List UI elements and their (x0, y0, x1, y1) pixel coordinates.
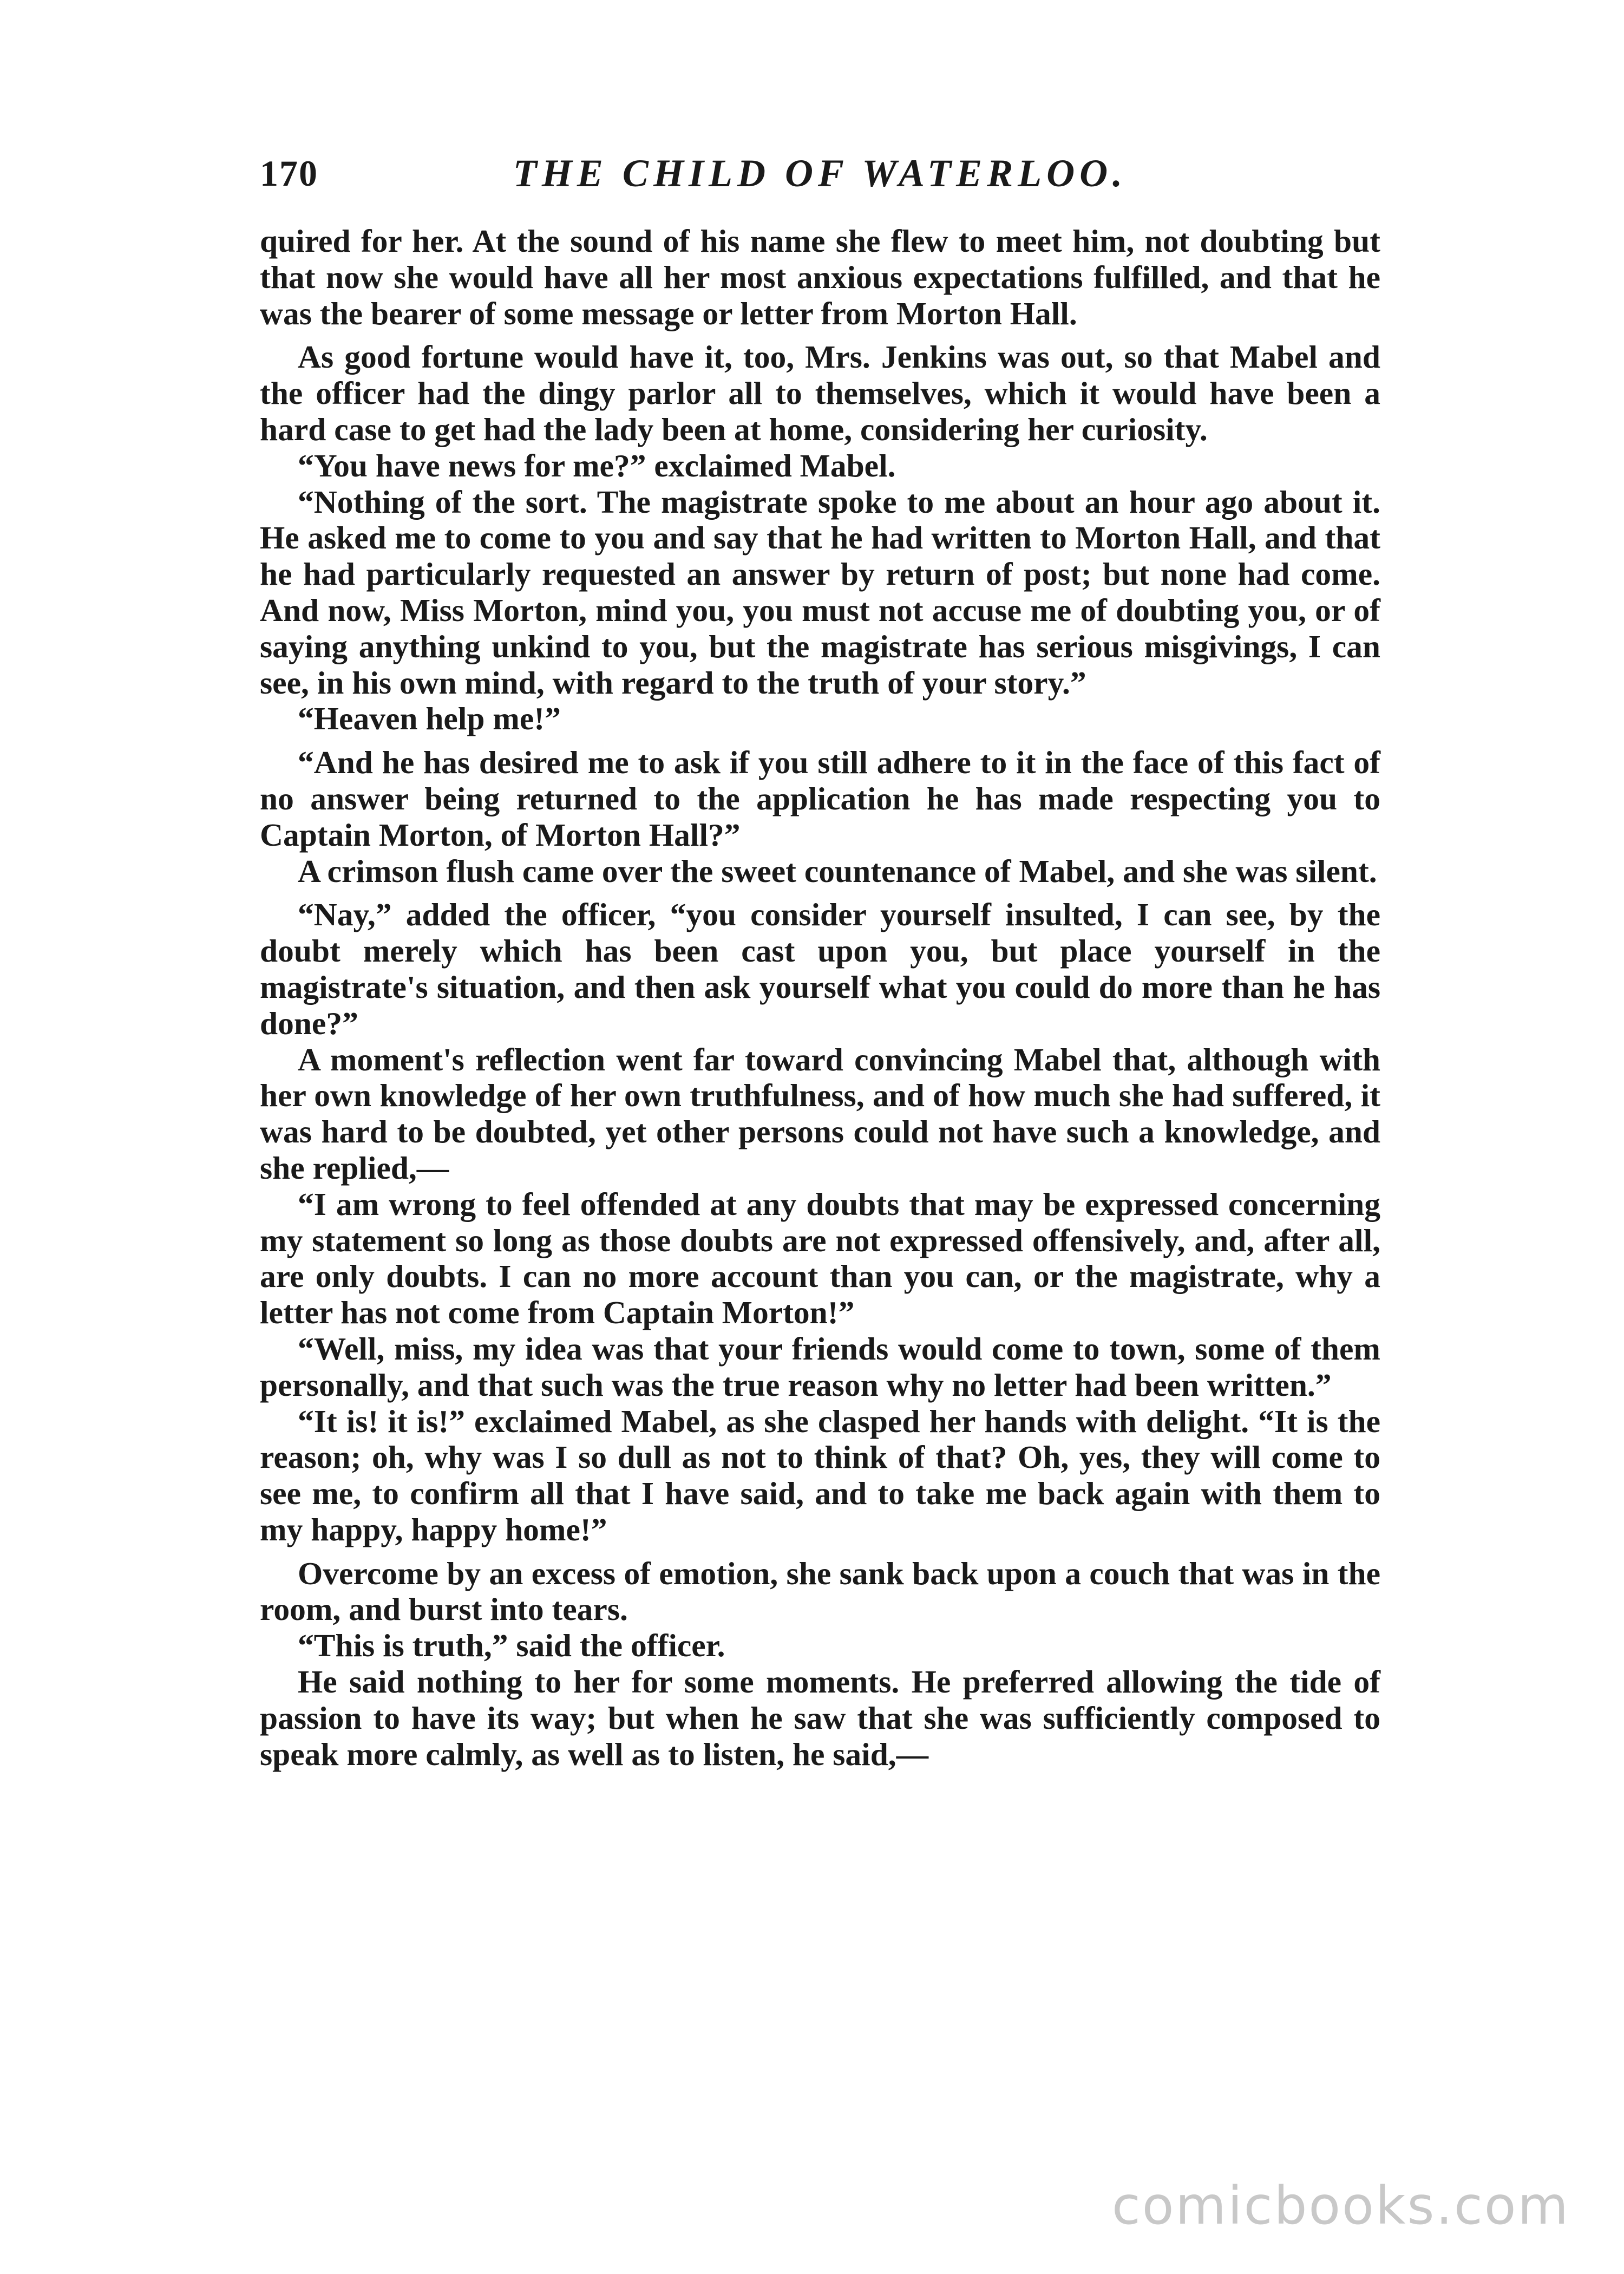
paragraph-9: A moment's reflection went far toward convincing Mabel that, although with her own knowledge of her own truthfulness, and of how much she had suffered, it was hard to be doubted, yet other persons could not have such a knowledge, and she replied,— (260, 1041, 1380, 1186)
paragraph-6: “And he has desired me to ask if you still adhere to it in the face of this fact of no answer being returned to the application he has made respecting you to Captain Morton, of Morton Hall?” (260, 744, 1380, 853)
paragraph-1: quired for her. At the sound of his name she flew to meet him, not doubting but that now she would have all her most anxious expectations fulfilled, and that he was the bearer of some message or letter from Morton Hall. (260, 223, 1380, 331)
paragraph-7: A crimson flush came over the sweet countenance of Mabel, and she was silent. (298, 853, 1377, 889)
paragraph-15: He said nothing to her for some moments. He preferred allowing the tide of passion to have its way; but when he saw that she was sufficiently composed to speak more calmly, as well as to listen, he said,— (260, 1664, 1380, 1772)
paragraph-12: “It is! it is!” exclaimed Mabel, as she clasped her hands with delight. “It is the reason; oh, why was I so dull as not to think of that? Oh, yes, they will come to see me, to confirm all that I have said, and to take me back again with them to my happy, happy home!” (260, 1403, 1380, 1547)
page-number: 170 (260, 153, 318, 194)
paragraph-3: “You have news for me?” exclaimed Mabel. (298, 447, 896, 483)
paragraph-10: “I am wrong to feel offended at any doubts that may be expressed concerning my statement so long as those doubts are not expressed offensively, and, after all, are only doubts. I can no more account than you can, or the magistrate, why a letter has not come from Captain Morton!” (260, 1186, 1380, 1331)
page-header (260, 149, 1380, 198)
body-text (260, 223, 1380, 1772)
paragraph-4: “Nothing of the sort. The magistrate spoke to me about an hour ago about it. He asked me to come to you and say that he had written to Morton Hall, and that he had particularly requested an answer by return of post; but none had come. And now, Miss Morton, mind you, you must not accuse me of doubting you, or of saying anything unkind to you, but the magistrate has serious misgivings, I can see, in his own mind, with regard to the truth of your story.” (260, 483, 1380, 701)
paragraph-13: Overcome by an excess of emotion, she sank back upon a couch that was in the room, and burst into tears. (260, 1555, 1380, 1628)
watermark: comicbooks.com (1111, 2175, 1570, 2236)
paragraph-8: “Nay,” added the officer, “you consider yourself insulted, I can see, by the doubt merely which has been cast upon you, but place yourself in the magistrate's situation, and then ask yourself what you could do more than he has done?” (260, 897, 1380, 1041)
paragraph-5: “Heaven help me!” (298, 701, 561, 737)
paragraph-11: “Well, miss, my idea was that your friends would come to town, some of them personally, and that such was the true reason why no letter had been written.” (260, 1330, 1380, 1403)
paragraph-2: As good fortune would have it, too, Mrs. Jenkins was out, so that Mabel and the officer had the dingy parlor all to themselves, which it would have been a hard case to get had the lady been at home, considering her curiosity. (260, 339, 1380, 447)
running-title: THE CHILD OF WATERLOO. (513, 152, 1128, 195)
paragraph-14: “This is truth,” said the officer. (298, 1628, 725, 1664)
